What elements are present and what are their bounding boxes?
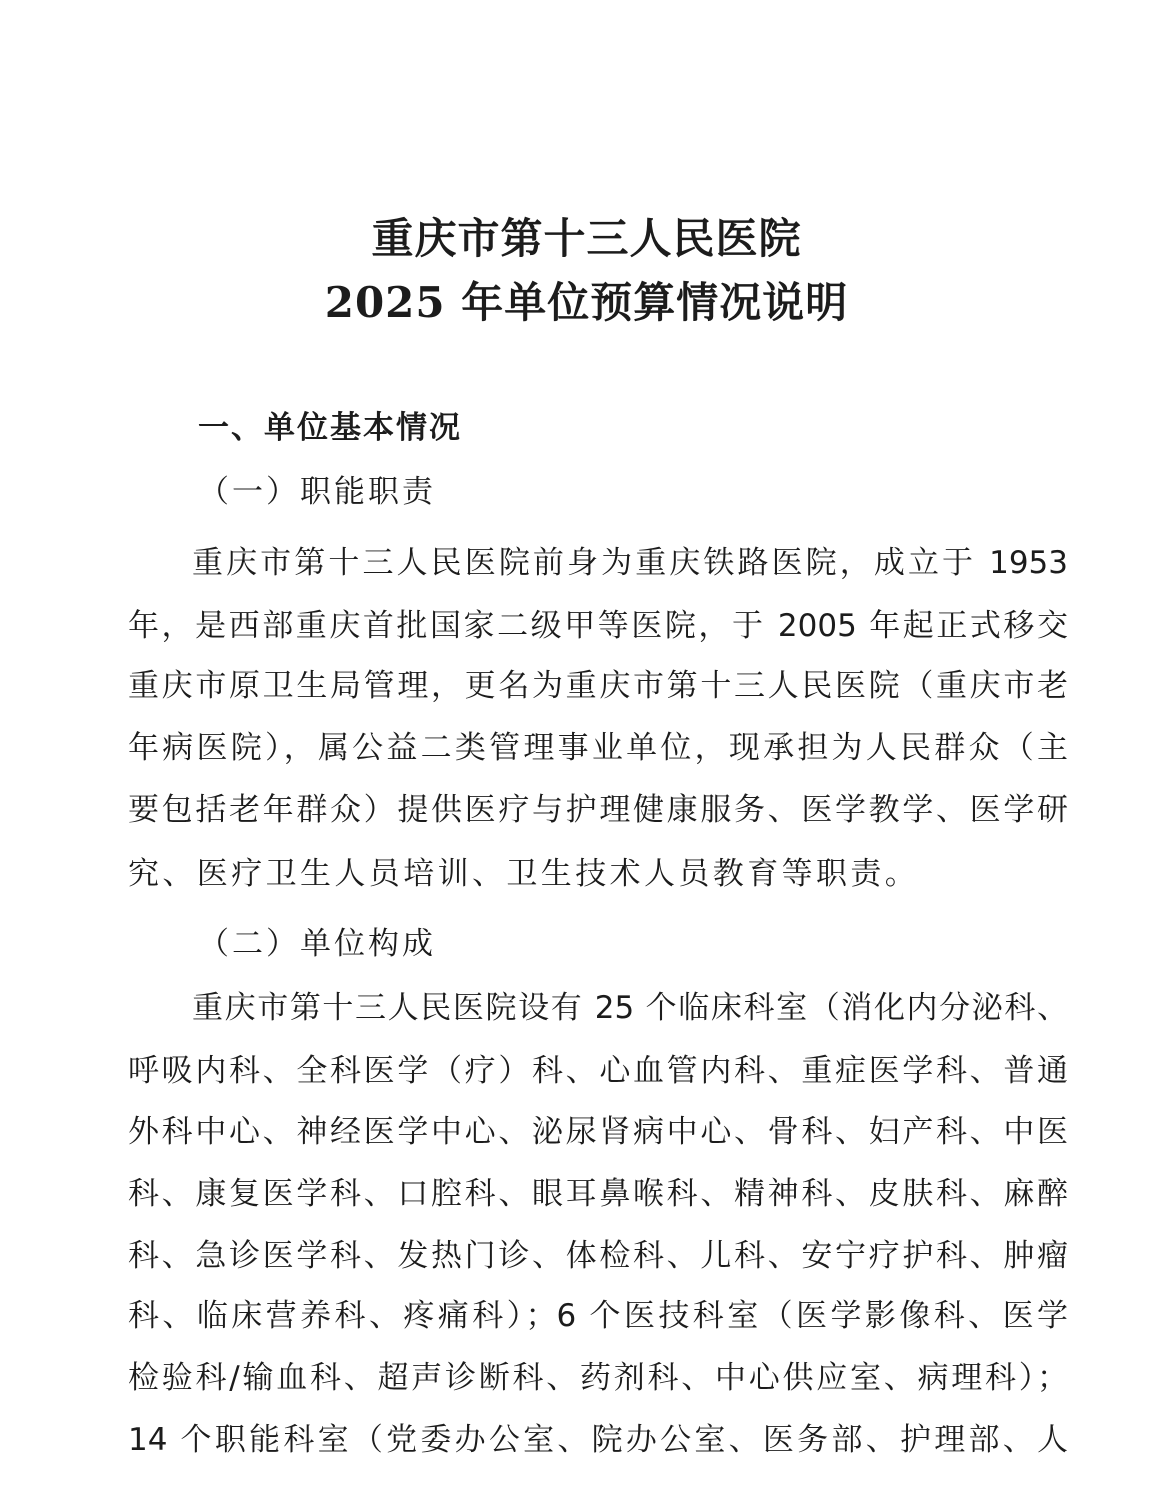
paragraph-line: 科、急诊医学科、发热门诊、体检科、儿科、安宁疗护科、肿瘤 [128, 1238, 1068, 1274]
paragraph-line: 外科中心、神经医学中心、泌尿肾病中心、骨科、妇产科、中医 [128, 1114, 1068, 1150]
subsection-heading-composition: （二）单位构成 [198, 926, 436, 962]
paragraph-line: 重庆市原卫生局管理，更名为重庆市第十三人民医院（重庆市老 [128, 668, 1068, 704]
document-title-line-1: 重庆市第十三人民医院 [371, 214, 802, 263]
paragraph-line: 呼吸内科、全科医学（疗）科、心血管内科、重症医学科、普通 [128, 1053, 1068, 1089]
paragraph-line: 科、临床营养科、疼痛科）；6 个医技科室（医学影像科、医学 [128, 1298, 1068, 1334]
document-title-line-2: 2025 年单位预算情况说明 [324, 278, 849, 327]
section-heading-basic-info: 一、单位基本情况 [198, 410, 462, 446]
paragraph-line: 年病医院），属公益二类管理事业单位，现承担为人民群众（主 [128, 730, 1068, 766]
paragraph-line: 重庆市第十三人民医院设有 25 个临床科室（消化内分泌科、 [192, 990, 1068, 1026]
paragraph-line: 检验科/输血科、超声诊断科、药剂科、中心供应室、病理科）； [128, 1360, 1068, 1396]
paragraph-line: 科、康复医学科、口腔科、眼耳鼻喉科、精神科、皮肤科、麻醉 [128, 1176, 1068, 1212]
paragraph-line: 年，是西部重庆首批国家二级甲等医院，于 2005 年起正式移交 [128, 608, 1068, 644]
paragraph-line: 要包括老年群众）提供医疗与护理健康服务、医学教学、医学研 [128, 792, 1068, 828]
paragraph-line: 14 个职能科室（党委办公室、院办公室、医务部、护理部、人 [128, 1422, 1068, 1458]
subsection-heading-functions: （一）职能职责 [198, 474, 436, 510]
paragraph-line: 重庆市第十三人民医院前身为重庆铁路医院，成立于 1953 [192, 545, 1068, 581]
paragraph-line: 究、医疗卫生人员培训、卫生技术人员教育等职责。 [128, 856, 920, 892]
